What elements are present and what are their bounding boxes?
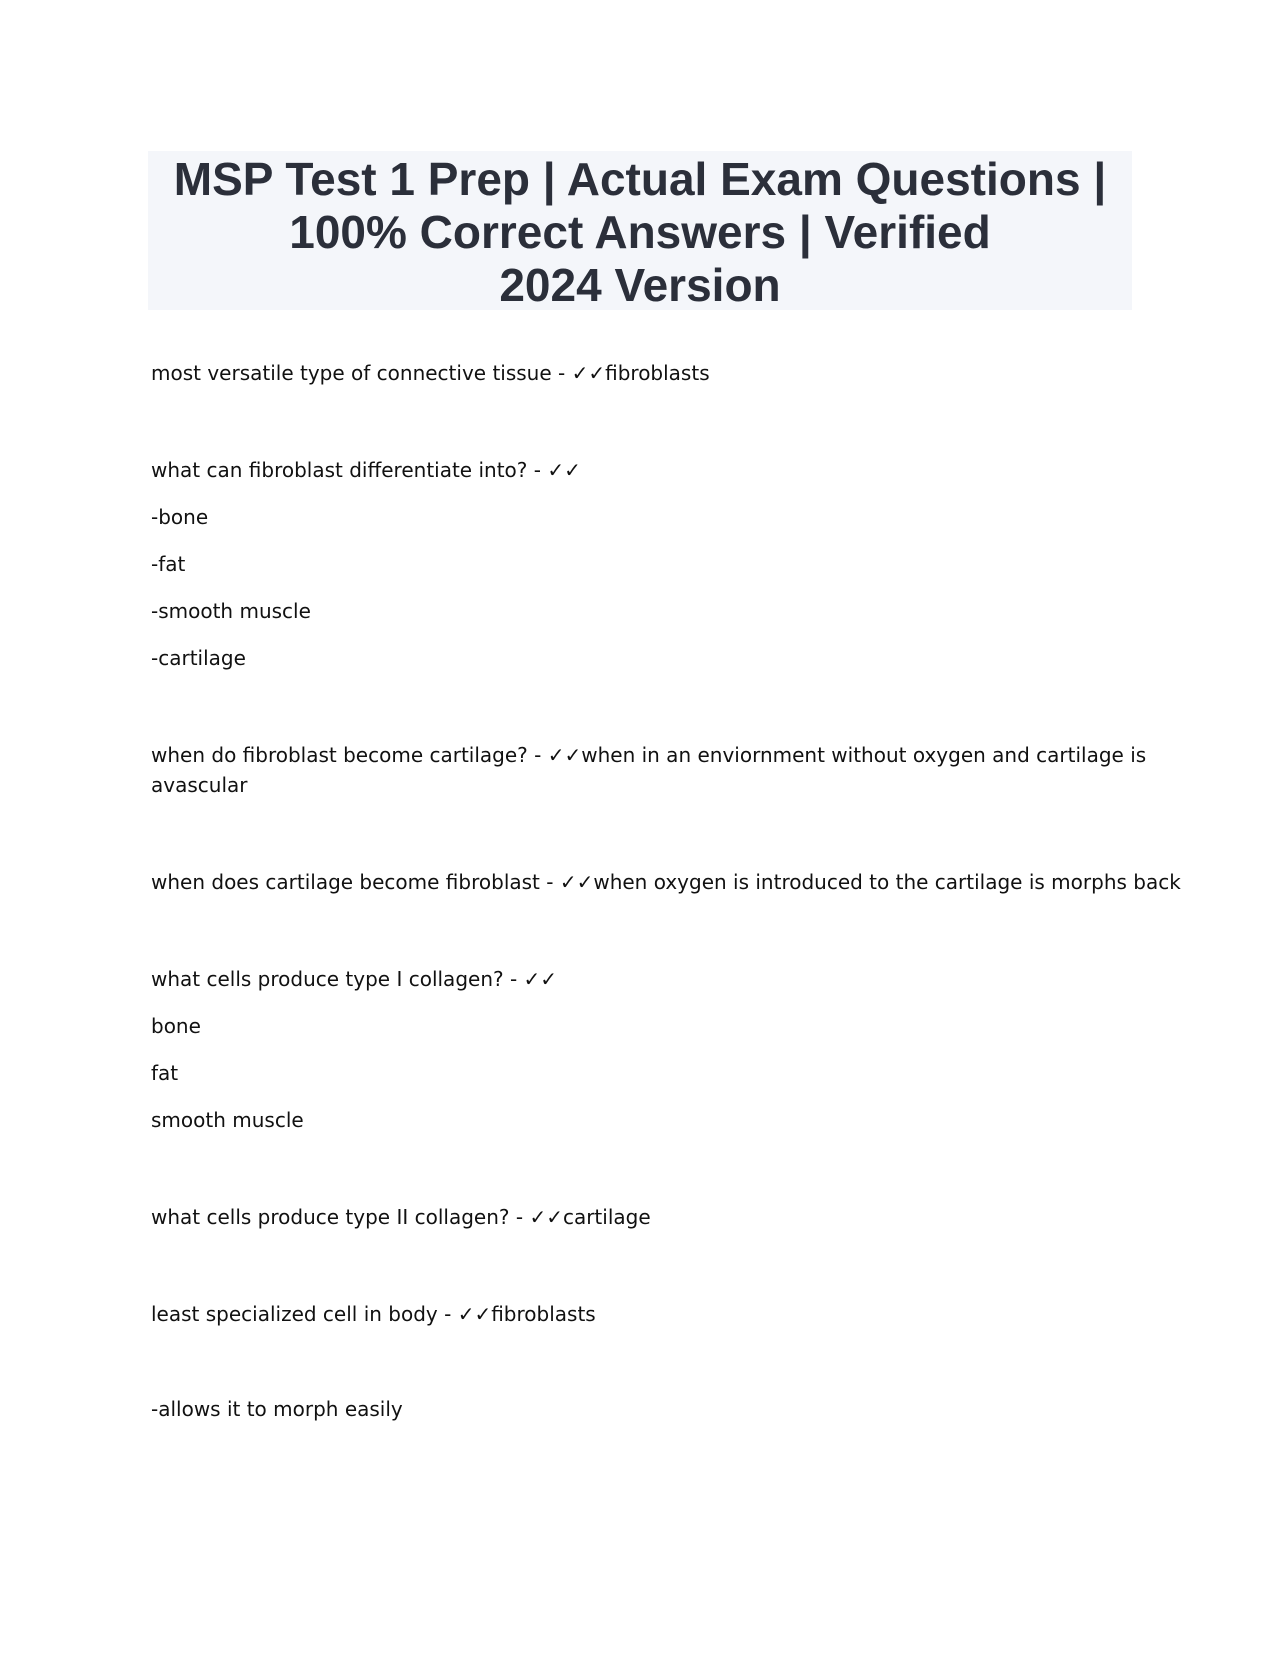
question-versatile-connective-tissue: most versatile type of connective tissue - ✓✓fibroblasts xyxy=(151,361,710,385)
list-item: fat xyxy=(151,1061,179,1085)
list-item: -bone xyxy=(151,505,209,529)
question-fibroblast-differentiation: what can fibroblast differentiate into? - ✓✓ xyxy=(151,458,581,482)
question-fibroblast-become-cartilage-continued: avascular xyxy=(151,773,248,797)
document-title-line-2: 100% Correct Answers | Verified xyxy=(289,206,991,258)
document-title-line-1: MSP Test 1 Prep | Actual Exam Questions | xyxy=(173,153,1107,205)
question-fibroblast-become-cartilage: when do fibroblast become cartilage? - ✓✓when in an enviornment without oxygen and cartilage is xyxy=(151,743,1147,767)
list-item: bone xyxy=(151,1014,201,1038)
list-item: -smooth muscle xyxy=(151,599,311,623)
list-item: smooth muscle xyxy=(151,1108,304,1132)
list-item: -fat xyxy=(151,552,186,576)
question-type-ii-collagen: what cells produce type II collagen? - ✓✓cartilage xyxy=(151,1205,651,1229)
list-item: -cartilage xyxy=(151,646,246,670)
question-cartilage-become-fibroblast: when does cartilage become fibroblast - ✓✓when oxygen is introduced to the cartilage is morphs back xyxy=(151,870,1181,894)
note-morph-easily: -allows it to morph easily xyxy=(151,1397,403,1421)
document-title-box xyxy=(148,151,1132,310)
question-least-specialized-cell: least specialized cell in body - ✓✓fibroblasts xyxy=(151,1302,596,1326)
document-title-line-3: 2024 Version xyxy=(499,259,781,311)
question-type-i-collagen: what cells produce type I collagen? - ✓✓ xyxy=(151,967,558,991)
